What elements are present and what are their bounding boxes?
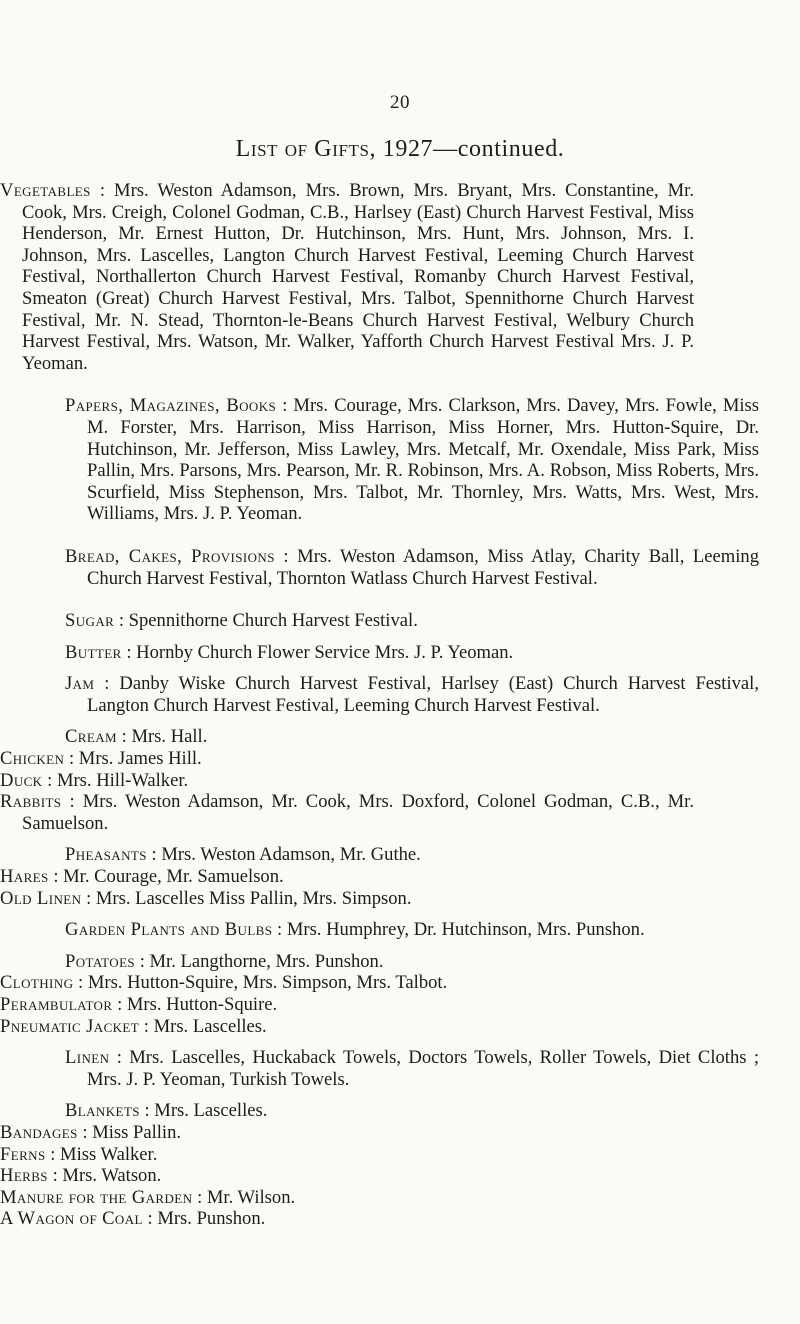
separator: : [121, 641, 137, 663]
list-item [65, 1047, 759, 1090]
separator: : [272, 919, 287, 941]
category-label: Bread, Cakes, Provisions [65, 545, 275, 567]
category-label: Blankets [65, 1100, 140, 1122]
category-label: Old Linen [0, 887, 82, 909]
donors: Mrs. Weston Adamson, Mr. Guthe. [161, 844, 421, 866]
category-label: Potatoes [65, 950, 136, 972]
donors: Mrs. Hutton-Squire, Mrs. Simpson, Mrs. Talbot. [87, 972, 448, 994]
donors: Mrs. Weston Adamson, Mrs. Brown, Mrs. Bryant, Mrs. Constantine, Mr. Cook, Mrs. Creigh, Colonel Godman, C.B., Harlsey (East) Church Harvest Festival, Miss Henderson, Mr. Ernest Hutton, Dr. Hutchinson, Mrs. Hunt, Mrs. Johnson, Mrs. I. Johnson, Mrs. Lascelles, Langton Church Harvest Festival, Leeming Church Harvest Festival, Northallerton Church Harvest Festival, Romanby Church Harvest Festival, Smeaton (Great) Church Harvest Festival, Mrs. Talbot, Spennithorne Church Harvest Festival, Mr. N. Stead, Thornton-le-Beans Church Harvest Festival, Welbury Church Harvest Festival, Mrs. Watson, Mr. Walker, Yafforth Church Harvest Festival Mrs. J. P. Yeoman. [22, 180, 695, 374]
donors: Mr. Langthorne, Mrs. Punshon. [149, 950, 384, 972]
list-item [65, 951, 759, 973]
category-label: Perambulator [0, 994, 113, 1015]
donors: Mrs. Punshon. [157, 1208, 266, 1230]
list-item [65, 395, 759, 525]
donors: Mrs. Weston Adamson, Mr. Cook, Mrs. Doxford, Colonel Godman, C.B., Mr. Samuelson. [22, 791, 694, 834]
category-label: Hares [0, 866, 49, 888]
list-item [0, 791, 694, 834]
category-label: Herbs [0, 1165, 48, 1187]
list-item [0, 748, 694, 770]
donors: Mrs. Courage, Mrs. Clarkson, Mrs. Davey, Mrs. Fowle, Miss M. Forster, Mrs. Harrison, Miss Harrison, Miss Horner, Mrs. Hutton-Squire, Dr. Hutchinson, Mr. Jefferson, Miss Lawley, Mrs. Metcalf, Mr. Oxendale, Miss Park, Miss Pallin, Mrs. Parsons, Mrs. Pearson, Mr. R. Robinson, Mrs. A. Robson, Miss Roberts, Mrs. Scurfield, Miss Stephenson, Mrs. Talbot, Mr. Thornley, Mrs. Watts, Mrs. West, Mrs. Williams, Mrs. J. P. Yeoman. [87, 395, 759, 525]
list-item [0, 1208, 694, 1230]
donors: Mrs. Lascelles, Huckaback Towels, Doctors Towels, Roller Towels, Diet Cloths ; Mrs. J. P. Yeoman, Turkish Towels. [87, 1047, 759, 1090]
category-label: Sugar [65, 610, 115, 632]
separator: : [139, 1100, 155, 1122]
separator: : [112, 994, 127, 1015]
list-item [65, 546, 759, 589]
list-item [0, 994, 694, 1016]
separator: : [94, 673, 120, 695]
list-item [0, 1165, 694, 1187]
gift-list [0, 180, 800, 1230]
category-label: Linen [65, 1047, 110, 1069]
separator: : [45, 1143, 61, 1165]
separator: : [114, 610, 129, 632]
donors: Spennithorne Church Harvest Festival. [128, 610, 418, 632]
list-item [65, 1100, 759, 1122]
separator: : [276, 395, 294, 417]
separator: : [61, 791, 83, 813]
list-item [0, 866, 694, 888]
list-item [0, 180, 694, 374]
separator: : [77, 1121, 93, 1143]
list-item [65, 673, 759, 716]
donors: Mrs. Weston Adamson, Miss Atlay, Charity Ball, Leeming Church Harvest Festival, Thornton Watlass Church Harvest Festival. [87, 545, 760, 589]
list-item [0, 888, 694, 910]
category-label: Duck [0, 769, 43, 791]
category-label: A Wagon of Coal [0, 1208, 143, 1230]
separator: : [274, 545, 298, 567]
donors: Mrs. Hall. [131, 726, 208, 748]
category-label: Butter [65, 641, 122, 663]
page-title [0, 136, 800, 163]
separator: : [64, 748, 79, 770]
separator: : [192, 1186, 207, 1208]
separator: : [81, 887, 96, 909]
donors: Mrs. Watson. [62, 1165, 162, 1187]
category-label: Vegetables [0, 180, 91, 201]
category-label: Garden Plants and Bulbs [65, 919, 273, 941]
list-item [0, 1144, 694, 1166]
donors: Mr. Wilson. [206, 1186, 296, 1208]
category-label: Pheasants [65, 844, 147, 866]
category-label: Rabbits [0, 791, 62, 813]
title-main: List of Gifts, 1927 [235, 136, 434, 162]
list-item [0, 770, 694, 792]
page-number: 20 [390, 92, 410, 113]
category-label: Pneumatic Jacket [0, 1015, 140, 1037]
list-item [65, 844, 759, 866]
category-label: Clothing [0, 972, 74, 994]
category-label: Jam [65, 673, 95, 695]
donors: Mrs. Hill-Walker. [56, 769, 189, 791]
separator: : [146, 844, 162, 866]
donors: Mrs. James Hill. [78, 748, 202, 770]
list-item [0, 1016, 694, 1038]
separator: : [73, 972, 88, 994]
list-item [65, 610, 759, 632]
list-item [65, 919, 759, 941]
donors: Mrs. Lascelles. [154, 1100, 268, 1122]
donors: Mrs. Hutton-Squire. [126, 994, 278, 1015]
separator: : [142, 1208, 158, 1230]
category-label: Manure for the Garden [0, 1186, 193, 1208]
donors: Miss Pallin. [92, 1121, 182, 1143]
separator: : [109, 1047, 130, 1069]
separator: : [116, 726, 132, 748]
donors: Mr. Courage, Mr. Samuelson. [63, 866, 284, 888]
separator: : [90, 180, 115, 201]
separator: : [48, 866, 64, 888]
title-suffix: —continued. [433, 136, 565, 162]
separator: : [139, 1015, 154, 1037]
donors: Mrs. Lascelles Miss Pallin, Mrs. Simpson. [95, 887, 412, 909]
list-item [0, 1122, 694, 1144]
list-item [65, 726, 759, 748]
category-label: Chicken [0, 748, 65, 770]
donors: Mrs. Humphrey, Dr. Hutchinson, Mrs. Punshon. [286, 919, 645, 941]
category-label: Papers, Magazines, Books [65, 395, 277, 417]
separator: : [42, 769, 57, 791]
category-label: Bandages [0, 1121, 78, 1143]
donors: Hornby Church Flower Service Mrs. J. P. Yeoman. [136, 641, 514, 663]
list-item [0, 1187, 694, 1209]
donors: Mrs. Lascelles. [153, 1015, 267, 1037]
list-item [0, 972, 694, 994]
donors: Miss Walker. [60, 1143, 158, 1165]
separator: : [135, 950, 150, 972]
list-item [65, 642, 759, 664]
category-label: Cream [65, 726, 117, 748]
separator: : [47, 1165, 63, 1187]
category-label: Ferns [0, 1143, 46, 1165]
donors: Danby Wiske Church Harvest Festival, Harlsey (East) Church Harvest Festival, Langton Church Harvest Festival, Leeming Church Harvest Festival. [87, 673, 759, 716]
